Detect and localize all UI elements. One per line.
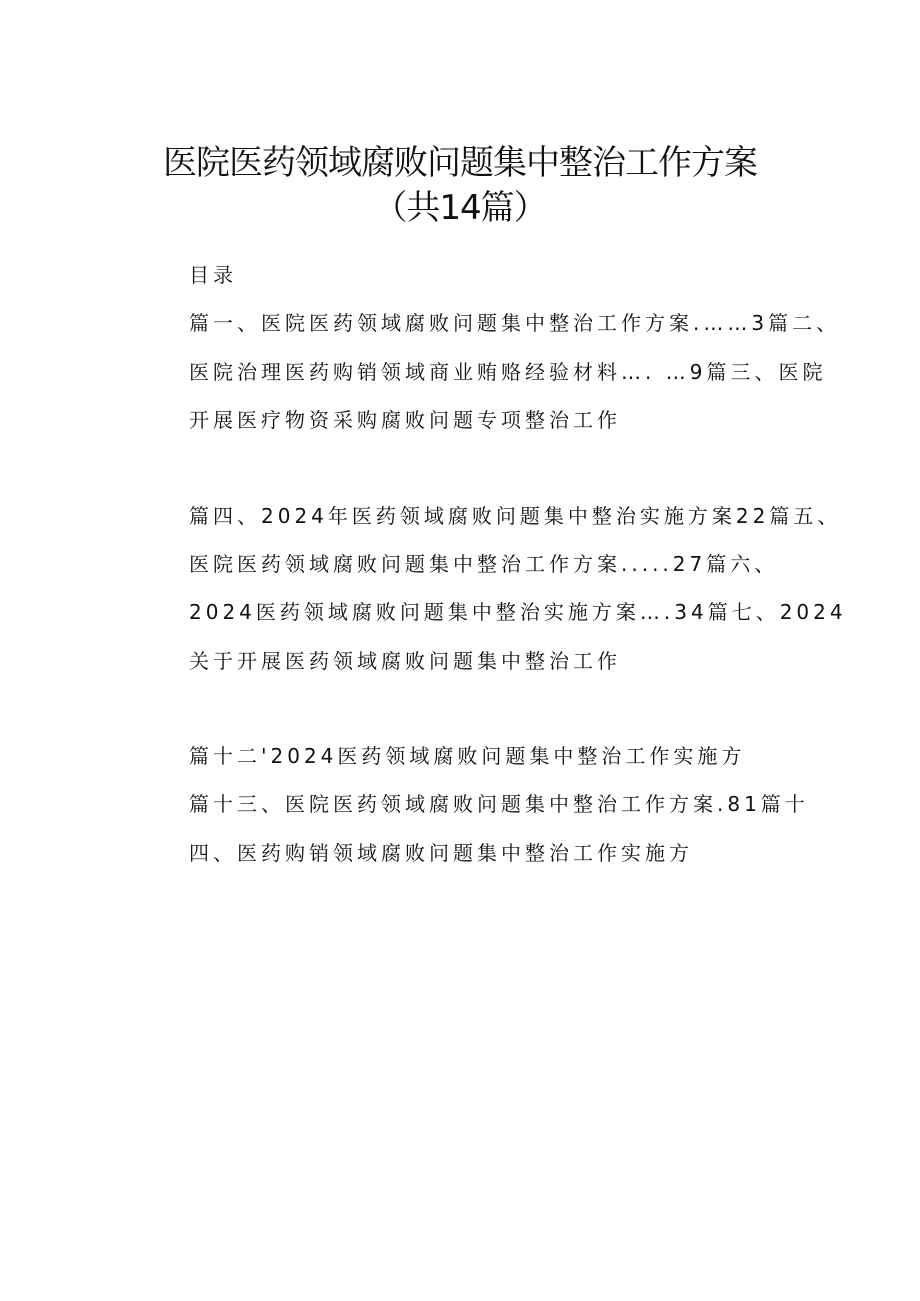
- toc-line: 医院治理医药购销领域商业贿赂经验材料…. …9篇三、医院: [189, 360, 827, 384]
- toc-line: 关于开展医药领域腐败问题集中整治工作: [189, 649, 621, 673]
- toc-line: 篇四、2024年医药领域腐败问题集中整治实施方案22篇五、: [189, 504, 842, 528]
- document-subtitle-count: （共14篇）: [373, 188, 547, 228]
- toc-line: 开展医疗物资采购腐败问题专项整治工作: [189, 408, 621, 432]
- toc-line: 2024医药领域腐败问题集中整治实施方案….34篇七、2024: [189, 600, 847, 624]
- toc-line: 四、医药购销领域腐败问题集中整治工作实施方: [189, 841, 693, 865]
- toc-line: 篇十三、医院医药领域腐败问题集中整治工作方案.81篇十: [189, 792, 809, 816]
- document-title: 医院医药领域腐败问题集中整治工作方案: [163, 143, 757, 183]
- toc-heading: 目录: [189, 263, 237, 287]
- toc-line: 医院医药领域腐败问题集中整治工作方案.....27篇六、: [189, 552, 779, 576]
- toc-line: 篇十二'2024医药领域腐败问题集中整治工作实施方: [189, 744, 746, 768]
- toc-line: 篇一、医院医药领域腐败问题集中整治工作方案.……3篇二、: [189, 311, 841, 335]
